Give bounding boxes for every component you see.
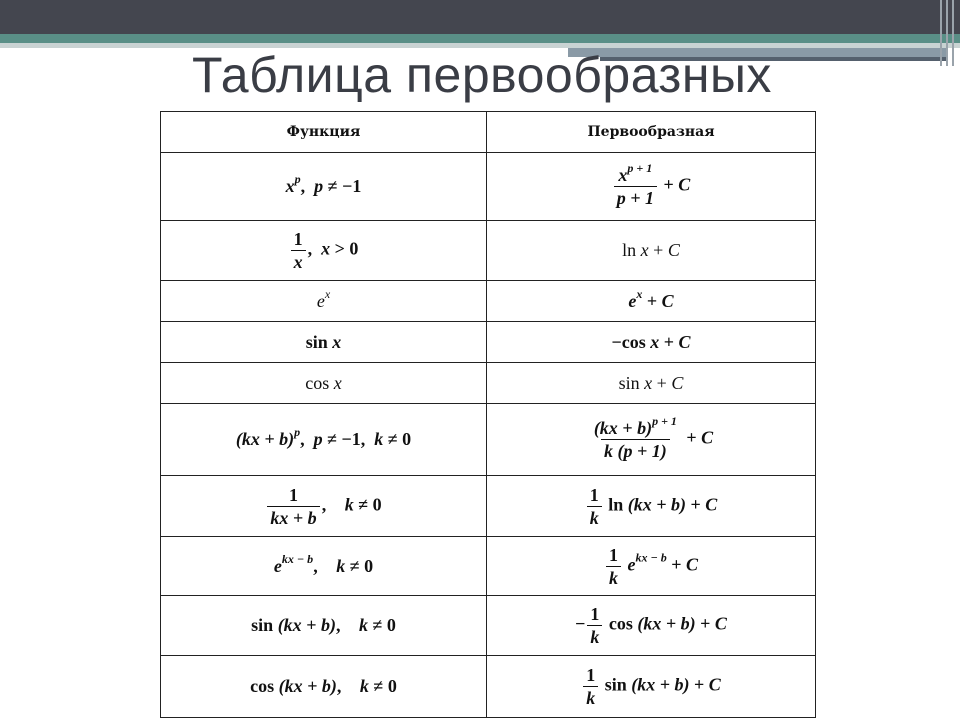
antiderivative-cell: $\frac{(kx + b)^{p + 1}}{k (p + 1)}$ + C [487,404,816,476]
antiderivative-cell: − $\frac{1}{k}$ cos (kx + b) + C [487,596,816,656]
function-cell: cos x [161,363,487,404]
function-cell: sin (kx + b), k ≠ 0 [161,596,487,656]
antiderivative-cell: $\frac{x^{p + 1}}{p + 1}$ + C [487,153,816,221]
antiderivative-cell: $e^x + C$ [487,281,816,322]
antiderivative-cell: $\frac{1}{k}$ $e^{kx - b} + C$ [487,537,816,596]
function-cell: sin x [161,322,487,363]
header-antiderivative: Первообразная [487,112,816,153]
function-cell: (kx + b)$^p$, p ≠ −1, k ≠ 0 [161,404,487,476]
function-cell: $e^{kx - b}$, k ≠ 0 [161,537,487,596]
function-cell: cos (kx + b), k ≠ 0 [161,656,487,718]
table-row [161,656,816,718]
header-function: Функция [161,112,487,153]
table-row [161,363,816,404]
antiderivative-cell: $\frac{1}{k}$ ln (kx + b) + C [487,476,816,537]
table-header-row [161,112,816,153]
table-row [161,153,816,221]
corner-decoration [936,0,960,70]
function-cell: $x^p$, p ≠ −1 [161,153,487,221]
antiderivative-cell: ln x + C [487,221,816,281]
table-row [161,322,816,363]
antiderivative-cell: sin x + C [487,363,816,404]
top-banner [0,0,960,34]
function-cell: $\frac{1}{kx + b}$ , k ≠ 0 [161,476,487,537]
table-row [161,221,816,281]
table-row [161,596,816,656]
table-row [161,404,816,476]
page-title: Таблица первообразных [192,47,772,103]
function-cell: $\frac{1}{x}$ , x > 0 [161,221,487,281]
table-row [161,281,816,322]
table-row [161,537,816,596]
table-row [161,476,816,537]
antiderivative-table [160,111,816,718]
teal-stripe [0,34,960,43]
antiderivative-cell: −cos x + C [487,322,816,363]
function-cell: $e^x$ [161,281,487,322]
antiderivative-cell: $\frac{1}{k}$ sin (kx + b) + C [487,656,816,718]
